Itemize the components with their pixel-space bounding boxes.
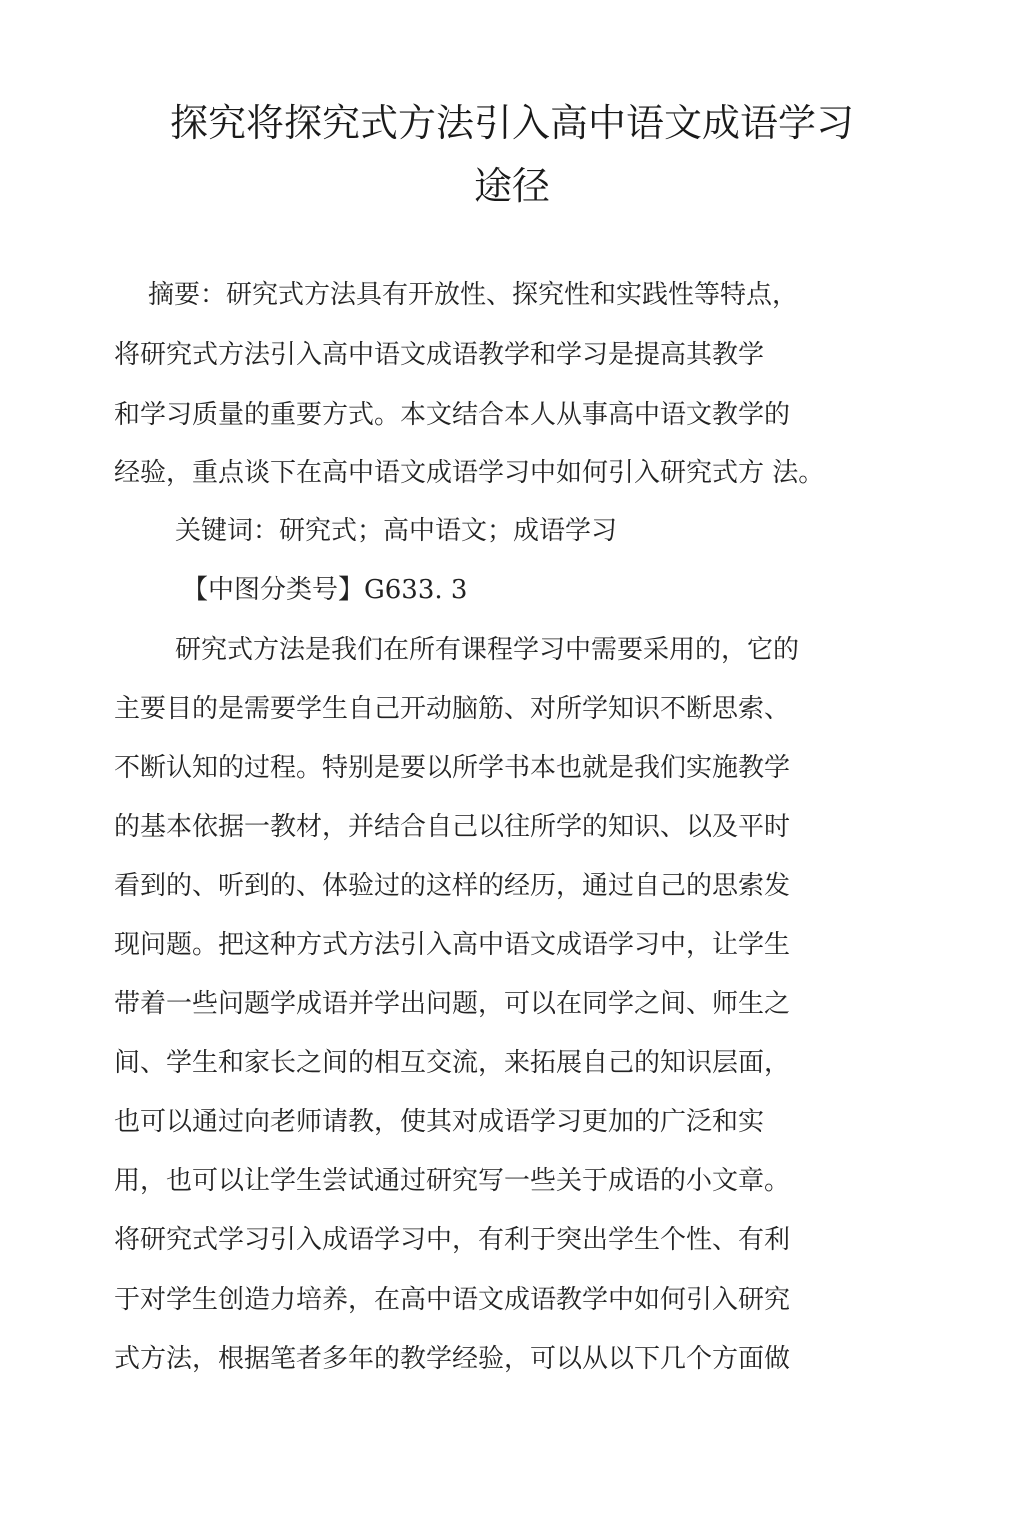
body-line-12: 于对学生创造力培养，在高中语文成语教学中如何引入研究 bbox=[114, 1285, 791, 1315]
body-line-8: 间、学生和家长之间的相互交流，来拓展自己的知识层面， bbox=[114, 1048, 791, 1078]
body-line-7: 带着一些问题学成语并学出问题，可以在同学之间、师生之 bbox=[114, 989, 791, 1019]
body-line-2: 主要目的是需要学生自己开动脑筋、对所学知识不断思索、 bbox=[114, 694, 791, 724]
body-line-13: 式方法，根据笔者多年的教学经验，可以从以下几个方面做 bbox=[114, 1344, 791, 1374]
body-line-4: 的基本依据一教材，并结合自己以往所学的知识、以及平时 bbox=[114, 812, 791, 842]
classification-line: 【中图分类号】G633. 3 bbox=[182, 575, 468, 605]
abstract-line-3: 和学习质量的重要方式。本文结合本人从事高中语文教学的 bbox=[114, 400, 791, 430]
body-line-11: 将研究式学习引入成语学习中，有利于突出学生个性、有利 bbox=[114, 1225, 791, 1255]
body-line-1: 研究式方法是我们在所有课程学习中需要采用的，它的 bbox=[175, 635, 800, 665]
body-line-9: 也可以通过向老师请教，使其对成语学习更加的广泛和实 bbox=[114, 1107, 765, 1137]
body-line-10: 用，也可以让学生尝试通过研究写一些关于成语的小文章。 bbox=[114, 1166, 791, 1196]
document-title-line-2: 途径 bbox=[473, 164, 550, 208]
abstract-line-1: 摘要：研究式方法具有开放性、探究性和实践性等特点， bbox=[148, 280, 799, 310]
body-line-5: 看到的、听到的、体验过的这样的经历，通过自己的思索发 bbox=[114, 871, 791, 901]
document-title-line-1: 探究将探究式方法引入高中语文成语学习 bbox=[169, 101, 854, 145]
keywords-line: 关键词：研究式；高中语文；成语学习 bbox=[175, 516, 618, 546]
abstract-line-4: 经验，重点谈下在高中语文成语学习中如何引入研究式方 法。 bbox=[114, 458, 825, 488]
body-line-3: 不断认知的过程。特别是要以所学书本也就是我们实施教学 bbox=[114, 753, 791, 783]
abstract-line-2: 将研究式方法引入高中语文成语教学和学习是提高其教学 bbox=[114, 340, 765, 370]
body-line-6: 现问题。把这种方式方法引入高中语文成语学习中，让学生 bbox=[114, 930, 791, 960]
